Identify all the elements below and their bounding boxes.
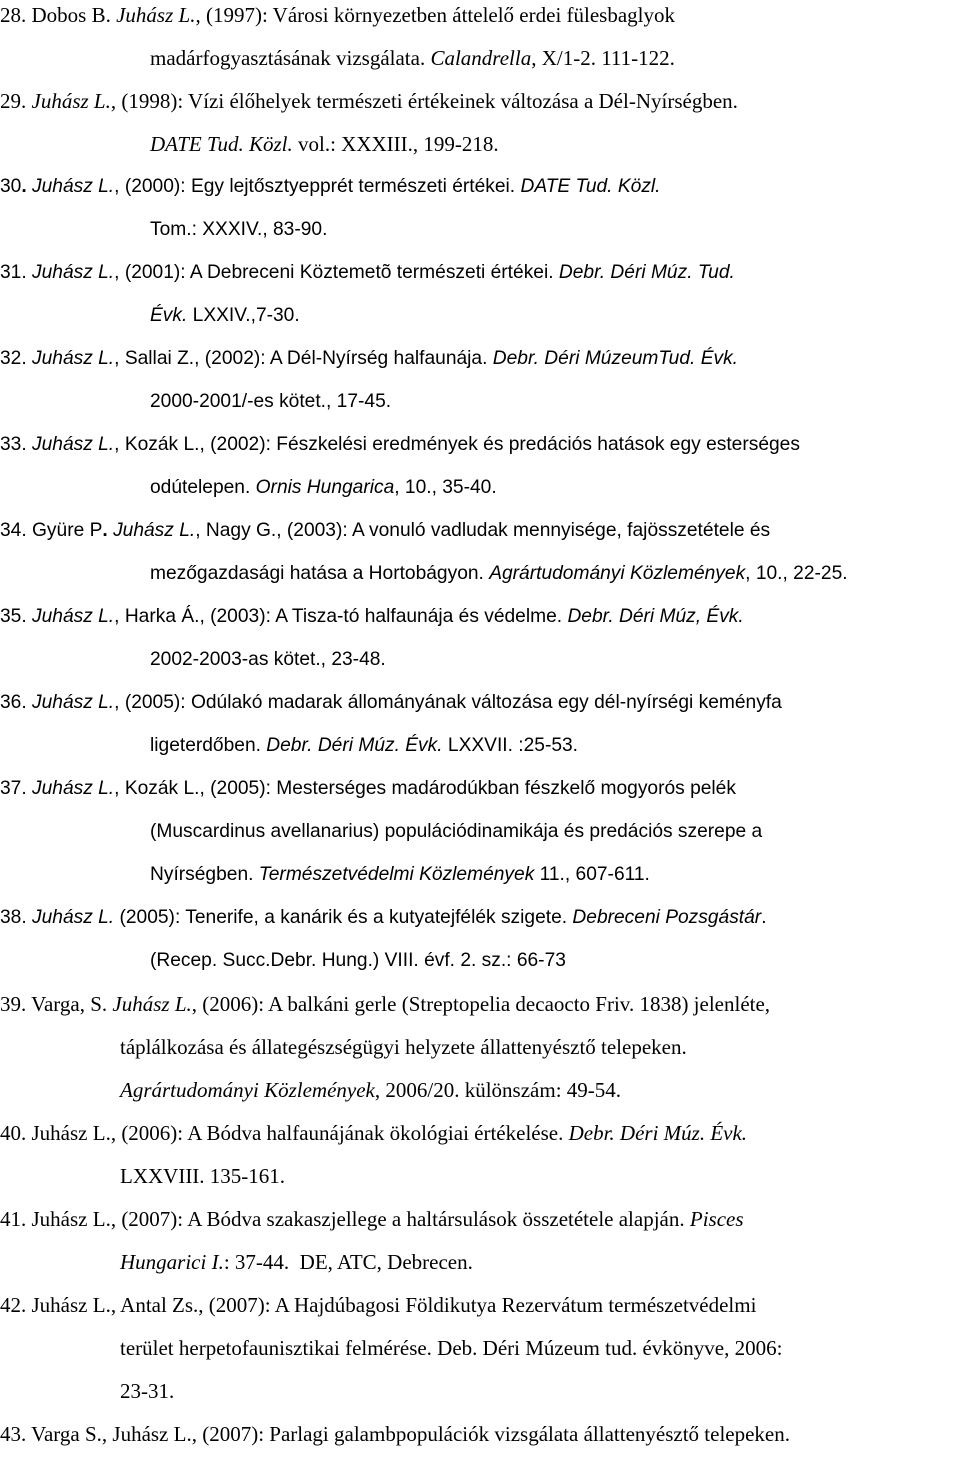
reference-italic-text: Debr. Déri Múz. Évk. xyxy=(266,735,443,756)
reference-text: 40. Juhász L., (2006): A Bódva halfaunájának ökológiai értékelése. xyxy=(0,1121,569,1145)
reference-text: (2005): Tenerife, a kanárik és a kutyatejfélék szigete. xyxy=(114,907,573,928)
reference-italic-text: Debr. Déri Múz. Tud. xyxy=(558,262,735,283)
reference-italic-text: Debr. Déri MúzeumTud. Évk. xyxy=(492,348,739,369)
reference-line xyxy=(150,645,386,688)
reference-italic-text: Debreceni Pozsgástár xyxy=(572,907,762,928)
reference-line xyxy=(150,301,300,344)
reference-text: terület herpetofaunisztikai felmérése. Deb. Déri Múzeum tud. évkönyve, 2006: xyxy=(120,1336,783,1360)
reference-line xyxy=(120,1032,687,1075)
reference-line xyxy=(150,215,327,258)
reference-italic-text: Juhász L. xyxy=(113,520,196,541)
reference-text: . xyxy=(21,176,33,197)
reference-text: 39. Varga, S. xyxy=(0,992,113,1016)
reference-text: LXXVII. :25-53. xyxy=(442,735,579,756)
reference-text: 38. xyxy=(0,907,33,928)
reference-text: 37. xyxy=(0,778,33,799)
reference-text: vol.: XXXIII., 199-218. xyxy=(292,132,499,156)
reference-text: 42. Juhász L., Antal Zs., (2007): A Hajdúbagosi Földikutya Rezervátum természetvédelmi xyxy=(0,1293,757,1317)
reference-italic-text: Juhász L. xyxy=(32,907,115,928)
reference-italic-text: Calandrella xyxy=(430,46,532,70)
reference-line xyxy=(150,473,497,516)
reference-line xyxy=(0,1118,747,1161)
reference-text: 31. xyxy=(0,262,33,283)
reference-line xyxy=(120,1075,621,1118)
reference-line xyxy=(0,258,735,301)
reference-text: , Kozák L., (2005): Mesterséges madárodúkban fészkelő mogyorós pelék xyxy=(114,778,736,799)
reference-italic-text: DATE Tud. Közl. xyxy=(520,176,661,197)
reference-text: , Harka Á., (2003): A Tisza-tó halfaunája és védelme. xyxy=(114,606,568,627)
reference-text: Nyírségben. xyxy=(150,864,259,885)
reference-italic-text: Ornis Hungarica xyxy=(255,477,395,498)
reference-line xyxy=(150,946,566,989)
reference-line xyxy=(0,516,770,559)
reference-line xyxy=(0,86,738,129)
reference-text: madárfogyasztásának vizsgálata. xyxy=(150,46,431,70)
reference-text: 28. Dobos B. xyxy=(0,3,117,27)
reference-line xyxy=(0,774,736,817)
reference-line xyxy=(120,1376,174,1419)
reference-text: LXXIV.,7-30. xyxy=(187,305,300,326)
reference-text: Tom.: XXXIV., 83-90. xyxy=(150,219,328,240)
reference-text: , (2005): Odúlakó madarak állományának változása egy dél-nyírségi keményfa xyxy=(114,692,782,713)
reference-text: (Muscardinus avellanarius) populációdinamikája és predációs szerepe a xyxy=(150,821,763,842)
reference-text: 33. xyxy=(0,434,33,455)
reference-text: 34. Gyüre P xyxy=(0,520,103,541)
reference-line xyxy=(0,903,767,946)
reference-italic-text: Juhász L. xyxy=(32,778,115,799)
reference-text: , Nagy G., (2003): A vonuló vadludak mennyisége, fajösszetétele és xyxy=(195,520,771,541)
reference-text: 30 xyxy=(0,176,22,197)
reference-line xyxy=(0,989,770,1032)
reference-line xyxy=(0,0,675,43)
reference-italic-text: Juhász L. xyxy=(31,89,111,113)
reference-line xyxy=(150,559,848,602)
reference-text: , Sallai Z., (2002): A Dél-Nyírség halfaunája. xyxy=(114,348,493,369)
reference-line xyxy=(150,129,499,172)
reference-line xyxy=(0,344,738,387)
reference-line xyxy=(150,817,762,860)
reference-text: 41. Juhász L., (2007): A Bódva szakaszjellege a haltársulások összetétele alapján. xyxy=(0,1207,690,1231)
reference-text: 32. xyxy=(0,348,33,369)
reference-italic-text: Természetvédelmi Közlemények xyxy=(258,864,535,885)
reference-line xyxy=(0,1204,744,1247)
reference-line xyxy=(0,430,800,473)
reference-line xyxy=(150,731,578,774)
reference-text: , 2006/20. különszám: 49-54. xyxy=(374,1078,622,1102)
reference-line xyxy=(150,860,650,903)
reference-italic-text: Évk. xyxy=(150,305,188,326)
reference-line xyxy=(0,1419,790,1462)
reference-text: 29. xyxy=(0,89,32,113)
reference-italic-text: Juhász L. xyxy=(32,606,115,627)
reference-italic-text: Hungarici I. xyxy=(120,1250,224,1274)
reference-text: 23-31. xyxy=(120,1379,175,1403)
reference-italic-text: Juhász L. xyxy=(32,348,115,369)
reference-text: , (2001): A Debreceni Köztemetõ természeti értékei. xyxy=(114,262,559,283)
reference-line xyxy=(120,1161,285,1204)
reference-text: , (1998): Vízi élőhelyek természeti értékeinek változása a Dél-Nyírségben. xyxy=(110,89,738,113)
reference-text: 2002-2003-as kötet., 23-48. xyxy=(150,649,386,670)
reference-italic-text: Juhász L. xyxy=(32,262,115,283)
reference-text: 35. xyxy=(0,606,33,627)
reference-line xyxy=(0,172,661,215)
reference-text: , X/1-2. 111-122. xyxy=(531,46,675,70)
reference-text: , 10., 35-40. xyxy=(394,477,497,498)
reference-text: 2000-2001/-es kötet., 17-45. xyxy=(150,391,392,412)
reference-text: 11., 607-611. xyxy=(534,864,650,885)
reference-italic-text: Juhász L. xyxy=(112,992,192,1016)
reference-text: ligeterdőben. xyxy=(150,735,267,756)
reference-italic-text: Agrártudományi Közlemények xyxy=(489,563,746,584)
reference-italic-text: DATE Tud. Közl. xyxy=(150,132,293,156)
reference-text: 36. xyxy=(0,692,33,713)
reference-text: (Recep. Succ.Debr. Hung.) VIII. évf. 2. sz.: 66-73 xyxy=(150,950,566,971)
reference-line xyxy=(150,43,675,86)
reference-line xyxy=(0,688,782,731)
reference-italic-text: Juhász L. xyxy=(32,176,115,197)
reference-text: : 37-44. DE, ATC, Debrecen. xyxy=(223,1250,473,1274)
reference-text: odútelepen. xyxy=(150,477,256,498)
reference-line xyxy=(150,387,391,430)
reference-italic-text: Juhász L. xyxy=(32,692,115,713)
reference-line xyxy=(0,1290,756,1333)
reference-text: , (2000): Egy lejtősztyepprét természeti értékei. xyxy=(114,176,521,197)
reference-text: . xyxy=(761,907,767,928)
reference-text: . xyxy=(102,520,114,541)
reference-line xyxy=(0,602,744,645)
reference-italic-text: Juhász L. xyxy=(116,3,196,27)
reference-text: LXXVIII. 135-161. xyxy=(120,1164,286,1188)
reference-text: 43. Varga S., Juhász L., (2007): Parlagi galambpopulációk vizsgálata állattenyésztő telepeken. xyxy=(0,1422,790,1446)
reference-italic-text: Debr. Déri Múz. Évk. xyxy=(568,1121,748,1145)
reference-text: , (1997): Városi környezetben áttelelő erdei fülesbaglyok xyxy=(195,3,676,27)
reference-text: , (2006): A balkáni gerle (Streptopelia decaocto Friv. 1838) jelenléte, xyxy=(191,992,771,1016)
reference-text: , 10., 22-25. xyxy=(745,563,848,584)
reference-italic-text: Agrártudományi Közlemények xyxy=(120,1078,375,1102)
reference-italic-text: Pisces xyxy=(689,1207,744,1231)
reference-line xyxy=(120,1247,473,1290)
reference-italic-text: Debr. Déri Múz, Évk. xyxy=(567,606,744,627)
reference-text: mezőgazdasági hatása a Hortobágyon. xyxy=(150,563,490,584)
reference-italic-text: Juhász L. xyxy=(32,434,115,455)
reference-line xyxy=(120,1333,782,1376)
reference-text: , Kozák L., (2002): Fészkelési eredmények és predációs hatások egy esterséges xyxy=(114,434,800,455)
reference-text: táplálkozása és állategészségügyi helyzete állattenyésztő telepeken. xyxy=(120,1035,687,1059)
